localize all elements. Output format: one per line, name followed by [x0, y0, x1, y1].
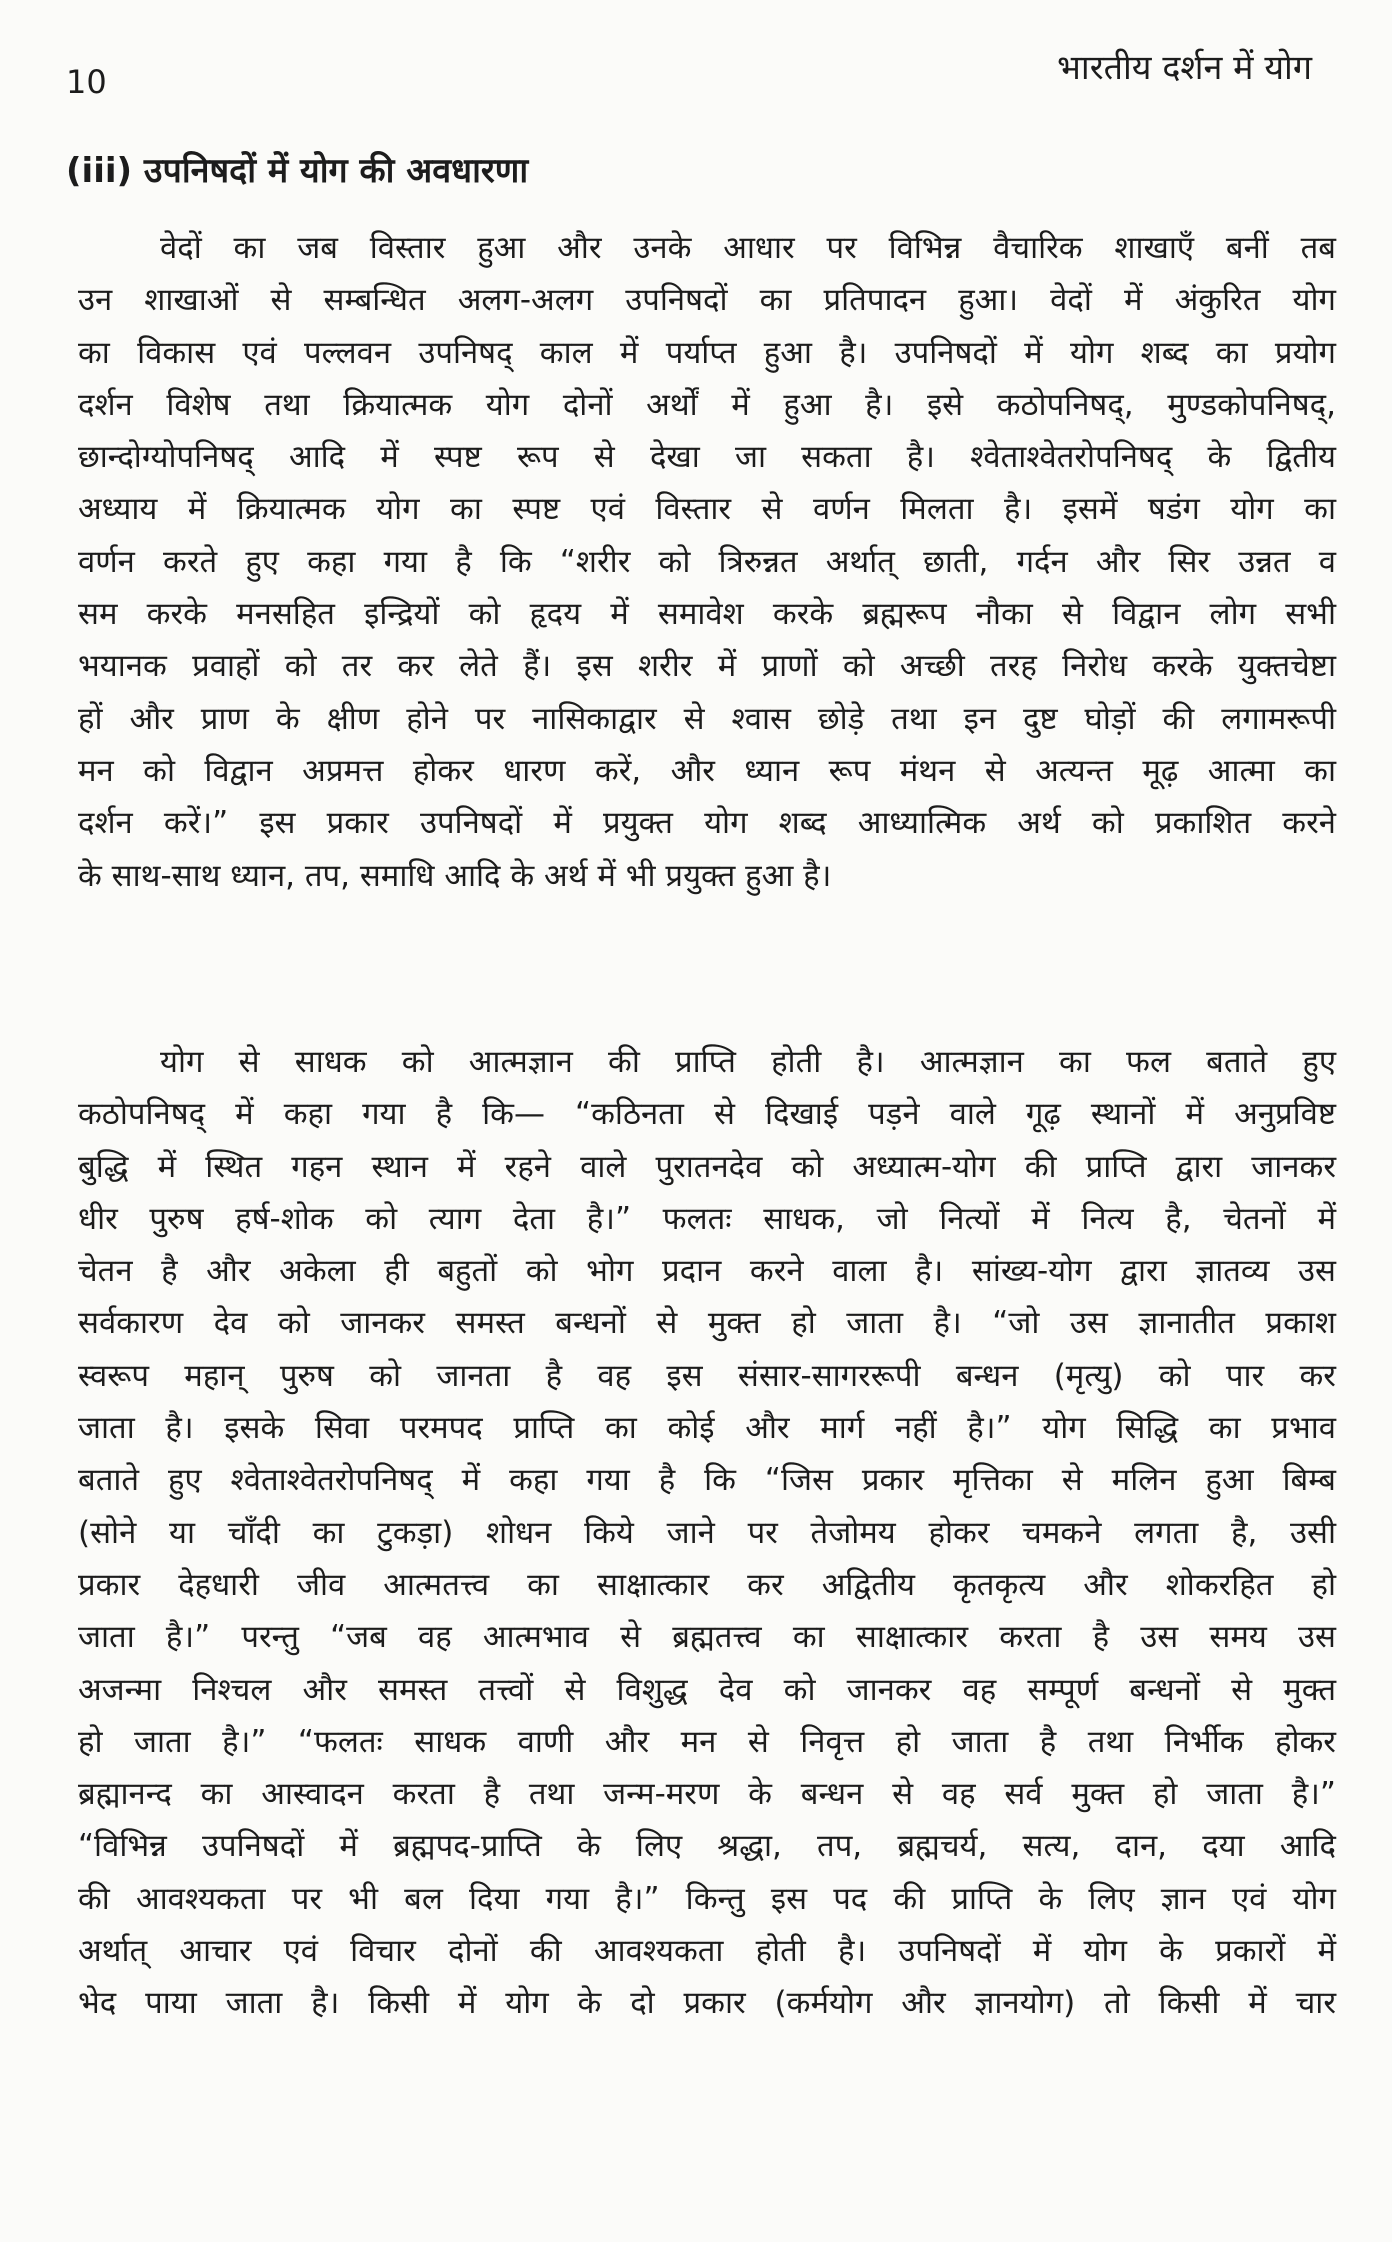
paragraph-line: अध्याय में क्रियात्मक योग का स्पष्ट एवं विस्तार से वर्णन मिलता है। इसमें षडंग योग का [78, 491, 1336, 528]
section-heading: (iii) उपनिषदों में योग की अवधारणा [66, 151, 529, 191]
paragraph-line: प्रकार देहधारी जीव आत्मतत्त्व का साक्षात्कार कर अद्वितीय कृतकृत्य और शोकरहित हो [78, 1566, 1336, 1603]
paragraph-line: चेतन है और अकेला ही बहुतों को भोग प्रदान करने वाला है। सांख्य-योग द्वारा ज्ञातव्य उस [78, 1253, 1336, 1290]
paragraph-line: अजन्मा निश्चल और समस्त तत्त्वों से विशुद्ध देव को जानकर वह सम्पूर्ण बन्धनों से मुक्त [78, 1671, 1336, 1708]
paragraph-line: वेदों का जब विस्तार हुआ और उनके आधार पर विभिन्न वैचारिक शाखाएँ बनीं तब [160, 230, 1336, 266]
paragraph-line: हों और प्राण के क्षीण होने पर नासिकाद्वार से श्वास छोड़े तथा इन दुष्ट घोड़ों की लगामरूपी [78, 700, 1336, 737]
paragraph-line: “विभिन्न उपनिषदों में ब्रह्मपद-प्राप्ति के लिए श्रद्धा, तप, ब्रह्मचर्य, सत्य, दान, दया आदि [78, 1828, 1336, 1865]
paragraph-line: छान्दोग्योपनिषद् आदि में स्पष्ट रूप से देखा जा सकता है। श्वेताश्वेतरोपनिषद् के द्वितीय [78, 439, 1336, 476]
paragraph-line: कठोपनिषद् में कहा गया है कि— “कठिनता से दिखाई पड़ने वाले गूढ़ स्थानों में अनुप्रविष्ट [78, 1096, 1336, 1133]
paragraph-line: वर्णन करते हुए कहा गया है कि “शरीर को त्रिरुन्नत अर्थात् छाती, गर्दन और सिर उन्नत व [78, 543, 1336, 580]
paragraph-line: सम करके मनसहित इन्द्रियों को हृदय में समावेश करके ब्रह्मरूप नौका से विद्वान लोग सभी [78, 596, 1336, 633]
paragraph-line: बताते हुए श्वेताश्वेतरोपनिषद् में कहा गया है कि “जिस प्रकार मृत्तिका से मलिन हुआ बिम्ब [78, 1462, 1336, 1499]
paragraph-line: योग से साधक को आत्मज्ञान की प्राप्ति होती है। आत्मज्ञान का फल बताते हुए [160, 1044, 1336, 1080]
paragraph-line: दर्शन करें।” इस प्रकार उपनिषदों में प्रयुक्त योग शब्द आध्यात्मिक अर्थ को प्रकाशित करने [78, 805, 1336, 842]
paragraph-line: ब्रह्मानन्द का आस्वादन करता है तथा जन्म-मरण के बन्धन से वह सर्व मुक्त हो जाता है।” [78, 1776, 1336, 1813]
paragraph-line: सर्वकारण देव को जानकर समस्त बन्धनों से मुक्त हो जाता है। “जो उस ज्ञानातीत प्रकाश [78, 1305, 1336, 1342]
paragraph-line: स्वरूप महान् पुरुष को जानता है वह इस संसार-सागररूपी बन्धन (मृत्यु) को पार कर [78, 1357, 1336, 1394]
paragraph-line: जाता है। इसके सिवा परमपद प्राप्ति का कोई और मार्ग नहीं है।” योग सिद्धि का प्रभाव [78, 1410, 1336, 1447]
paragraph-line: मन को विद्वान अप्रमत्त होकर धारण करें, और ध्यान रूप मंथन से अत्यन्त मूढ़ आत्मा का [78, 752, 1336, 789]
paragraph-line: दर्शन विशेष तथा क्रियात्मक योग दोनों अर्थों में हुआ है। इसे कठोपनिषद्, मुण्डकोपनिषद्, [78, 386, 1336, 423]
paragraph-line: बुद्धि में स्थित गहन स्थान में रहने वाले पुरातनदेव को अध्यात्म-योग की प्राप्ति द्वारा जानकर [78, 1148, 1336, 1185]
paragraph-1 [78, 222, 1336, 902]
running-title: भारतीय दर्शन में योग [1057, 48, 1312, 88]
paragraph-line: जाता है।” परन्तु “जब वह आत्मभाव से ब्रह्मतत्त्व का साक्षात्कार करता है उस समय उस [78, 1619, 1336, 1656]
paragraph-2 [78, 1036, 1336, 2030]
paragraph-line: भयानक प्रवाहों को तर कर लेते हैं। इस शरीर में प्राणों को अच्छी तरह निरोध करके युक्तचेष्टा [78, 648, 1336, 685]
page-number: 10 [66, 63, 107, 101]
paragraph-line: उन शाखाओं से सम्बन्धित अलग-अलग उपनिषदों का प्रतिपादन हुआ। वेदों में अंकुरित योग [78, 282, 1336, 319]
paragraph-line: का विकास एवं पल्लवन उपनिषद् काल में पर्याप्त हुआ है। उपनिषदों में योग शब्द का प्रयोग [78, 334, 1336, 371]
paragraph-line: धीर पुरुष हर्ष-शोक को त्याग देता है।” फलतः साधक, जो नित्यों में नित्य है, चेतनों में [78, 1200, 1336, 1237]
paragraph-line: अर्थात् आचार एवं विचार दोनों की आवश्यकता होती है। उपनिषदों में योग के प्रकारों में [78, 1933, 1336, 1970]
paragraph-line: भेद पाया जाता है। किसी में योग के दो प्रकार (कर्मयोग और ज्ञानयोग) तो किसी में चार [78, 1985, 1336, 2022]
paragraph-line: की आवश्यकता पर भी बल दिया गया है।” किन्तु इस पद की प्राप्ति के लिए ज्ञान एवं योग [78, 1880, 1336, 1917]
paragraph-line: (सोने या चाँदी का टुकड़ा) शोधन किये जाने पर तेजोमय होकर चमकने लगता है, उसी [78, 1514, 1336, 1551]
paragraph-line: के साथ-साथ ध्यान, तप, समाधि आदि के अर्थ में भी प्रयुक्त हुआ है। [78, 857, 832, 894]
paragraph-line: हो जाता है।” “फलतः साधक वाणी और मन से निवृत्त हो जाता है तथा निर्भीक होकर [78, 1723, 1336, 1760]
